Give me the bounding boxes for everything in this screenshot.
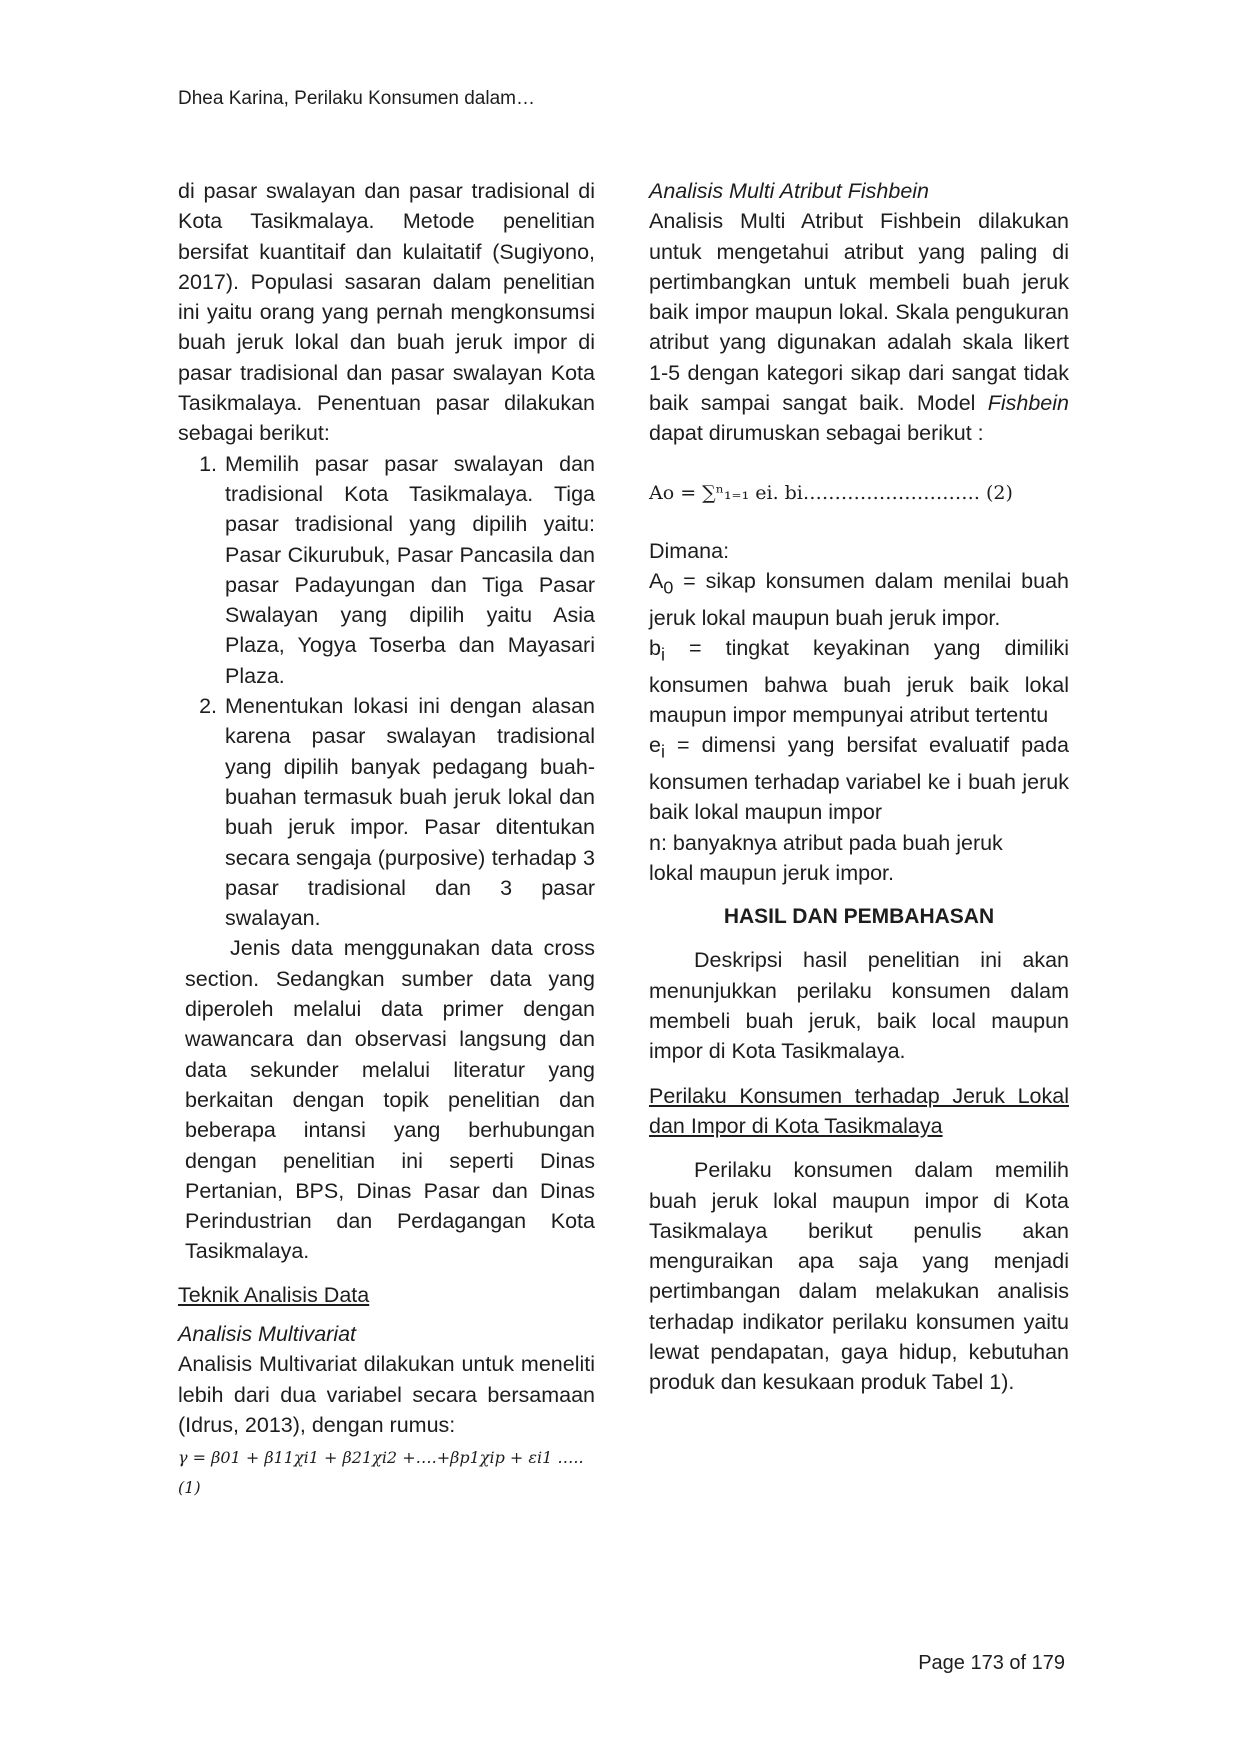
list-item: 1. Memilih pasar pasar swalayan dan tradisional Kota Tasikmalaya. Tiga pasar tradisional yang dipilih yaitu: Pasar Cikurubuk, Pasar Pancasila dan pasar Padayungan dan Tiga Pasar Swalayan yang dipilih yaitu Asia Plaza, Yogya Toserba dan Mayasari Plaza. xyxy=(223,449,595,691)
definition-bi xyxy=(649,633,1069,730)
definition-n-line2: lokal maupun jeruk impor. xyxy=(649,860,894,885)
subscript: i xyxy=(660,644,665,665)
subsection-title-fishbein: Analisis Multi Atribut Fishbein xyxy=(649,179,930,203)
definition-a0 xyxy=(649,566,1069,633)
equation-1: γ = β01 + β11χi1 + β21χi2 +….+βp1χip + εi1 …..(1) xyxy=(178,1448,584,1498)
method-paragraph: di pasar swalayan dan pasar tradisional di Kota Tasikmalaya. Metode penelitian bersifat kuantitaif dan kulaitatif (Sugiyono, 2017). Populasi sasaran dalam penelitian ini yaitu orang yang pernah mengkonsumsi buah jeruk lokal dan buah jeruk impor di pasar tradisional dan pasar swalayan Kota Tasikmalaya. Penentuan pasar dilakukan sebagai berikut: xyxy=(178,179,595,446)
page-number: Page 173 of 179 xyxy=(918,1652,1065,1674)
definition-text: = dimensi yang bersifat evaluatif pada konsumen terhadap variabel ke i buah jeruk baik lokal maupun impor xyxy=(649,733,1069,825)
subheading-perilaku: Perilaku Konsumen terhadap Jeruk Lokal dan Impor di Kota Tasikmalaya xyxy=(649,1083,1069,1138)
equation-2: Ao = ∑ⁿ₁₌₁ ei. bi………………………. (2) xyxy=(649,481,1013,504)
definition-text: = tingkat keyakinan yang dimiliki konsumen bahwa buah jeruk baik lokal maupun impor mempunyai atribut tertentu xyxy=(649,636,1069,728)
symbol: A xyxy=(649,569,664,594)
symbol: b xyxy=(649,636,661,661)
definition-ei xyxy=(649,730,1069,827)
fishbein-text: Analisis Multi Atribut Fishbein dilakukan untuk mengetahui atribut yang paling di pertimbangkan untuk membeli buah jeruk baik impor maupun lokal. Skala pengukuran atribut yang digunakan adalah skala likert 1-5 dengan kategori sikap dari sangat tidak baik sampai sangat baik. Model xyxy=(649,209,1069,416)
definition-n-line1: n: banyaknya atribut pada buah jeruk xyxy=(649,830,1003,855)
left-column xyxy=(178,176,595,1504)
definition-n xyxy=(649,828,1069,889)
right-column xyxy=(649,176,1069,1398)
behavior-paragraph: Perilaku konsumen dalam memilih buah jeruk lokal maupun impor di Kota Tasikmalaya berikut penulis akan menguraikan apa saja yang menjadi pertimbangan dalam melakukan analisis terhadap indikator perilaku konsumen yaitu lewat pendapatan, gaya hidup, kebutuhan produk dan kesukaan produk Tabel 1). xyxy=(649,1158,1069,1395)
multivariat-paragraph: Analisis Multivariat dilakukan untuk meneliti lebih dari dua variabel secara bersamaan (Idrus, 2013), dengan rumus: xyxy=(178,1352,595,1437)
definition-text: = sikap konsumen dalam menilai buah jeruk lokal maupun buah jeruk impor. xyxy=(649,569,1069,630)
running-header: Dhea Karina, Perilaku Konsumen dalam… xyxy=(178,88,535,109)
symbol: e xyxy=(649,733,661,758)
fishbein-text-end: dapat dirumuskan sebagai berikut : xyxy=(649,421,984,446)
market-selection-list xyxy=(178,449,595,934)
section-title-teknik-analisis: Teknik Analisis Data xyxy=(178,1282,370,1307)
results-intro-paragraph: Deskripsi hasil penelitian ini akan menunjukkan perilaku konsumen dalam membeli buah jeruk, baik local maupun impor di Kota Tasikmalaya. xyxy=(649,948,1069,1064)
subscript: 0 xyxy=(663,577,674,598)
fishbein-paragraph xyxy=(649,206,1069,448)
subscript: i xyxy=(660,741,665,762)
fishbein-italic: Fishbein xyxy=(987,391,1069,416)
subsection-title-multivariat: Analisis Multivariat xyxy=(178,1321,357,1346)
list-item: 2. Menentukan lokasi ini dengan alasan karena pasar swalayan tradisional yang dipilih banyak pedagang buah-buahan termasuk buah jeruk lokal dan buah jeruk impor. Pasar ditentukan secara sengaja (purposive) terhadap 3 pasar tradisional dan 3 pasar swalayan. xyxy=(223,691,595,933)
dimana-label: Dimana: xyxy=(649,538,730,563)
heading-hasil: HASIL DAN PEMBAHASAN xyxy=(723,905,995,929)
data-source-paragraph: Jenis data menggunakan data cross section. Sedangkan sumber data yang diperoleh melalui data primer dengan wawancara dan observasi langsung dan data sekunder melalui literatur yang berkaitan dengan topik penelitian dan beberapa intansi yang berhubungan dengan penelitian ini seperti Dinas Pertanian, BPS, Dinas Pasar dan Dinas Perindustrian dan Perdagangan Kota Tasikmalaya. xyxy=(185,936,595,1264)
